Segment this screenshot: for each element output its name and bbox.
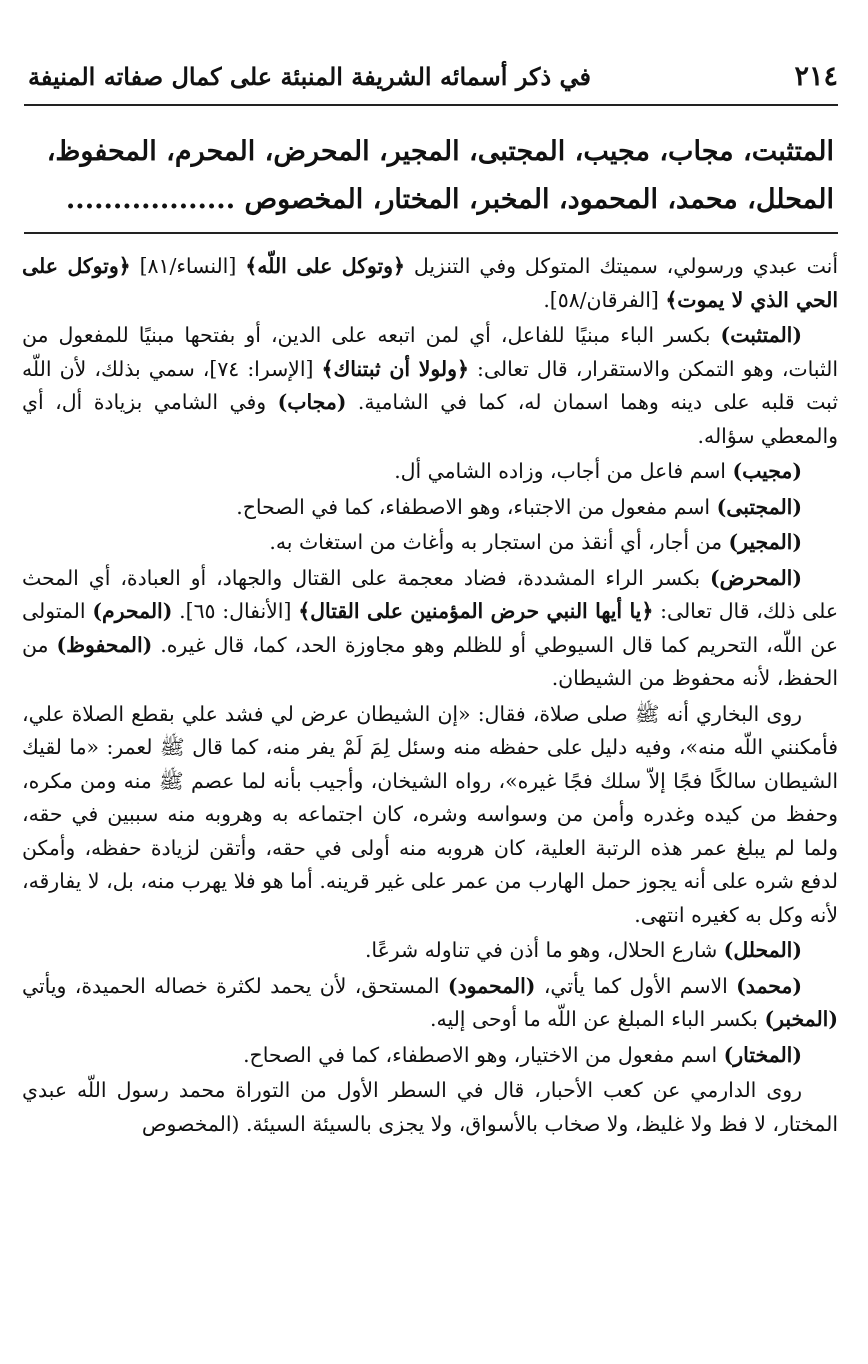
paragraph: (المحرض) بكسر الراء المشددة، فضاد معجمة على القتال والجهاد، أو العبادة، أي المحث على ذلك، قال تعالى: ﴿يا أيها النبي حرض المؤمنين على القتال﴾ [الأنفال: ٦٥]. (المحرم) المتولى عن اللّه، التحريم كما قال السيوطي أو للظلم وهو مجاوزة الحد، كما، قال غيره. (المحفوظ) من الحفظ، لأنه محفوظ من الشيطان. — [22, 565, 838, 690]
paragraph: (محمد) الاسم الأول كما يأتي، (المحمود) المستحق، لأن يحمد لكثرة خصاله الحميدة، ويأتي (المخبر) بكسر الباء المبلغ عن اللّه ما أوحى إليه. — [22, 973, 838, 1031]
paragraph: أنت عبدي ورسولي، سميتك المتوكل وفي التنزيل ﴿وتوكل على اللّه﴾ [النساء/٨١] ﴿وتوكل على الحي الذي لا يموت﴾ [الفرقان/٥٨]. — [22, 254, 838, 312]
paragraph: روى البخاري أنه ﷺ صلى صلاة، فقال: «إن الشيطان عرض لي فشد علي بقطع الصلاة علي، فأمكنني اللّه منه»، وفيه دليل على حفظه منه وسئل لِمَ لَمْ يفر منه، كما قال ﷺ لعمر: «ما لقيك الشيطان سالكًا فجًا إلاّ سلك فجًا غيره»، رواه الشيخان، وأجيب بأنه لما عصم ﷺ منه ومن مكره، وحفظ من كيده وغدره وأمن من وسواسه وشره، كان اجتماعه به وهروبه منه سببين في حقه، ولما لم يبلغ عمر هذه الرتبة العلية، كان هروبه منه أولى في حقه، وأتقن لزيادة حفظه، وأمكن لدفع شره على أنه يجوز حمل الهارب من عمر على غير قرينه. أما هو فلا يهرب منه، بل، لا يفارقه، لأنه وكل به كغيره انتهى. — [22, 701, 838, 927]
commentary-body — [22, 250, 838, 1344]
names-line-2: المحلل، محمد، المحمود، المخبر، المختار، المخصوص .................. — [65, 184, 834, 215]
paragraph: (المحلل) شارع الحلال، وهو ما أذن في تناوله شرعًا. — [364, 938, 802, 962]
paragraph: روى الدارمي عن كعب الأحبار، قال في السطر الأول من التوراة محمد رسول اللّه عبدي المختار، لا فظ ولا غليظ، ولا صخاب بالأسواق، ولا يجزى بالسيئة السيئة. (المخصوص — [22, 1078, 838, 1136]
page-number: ٢١٤ — [794, 60, 838, 92]
paragraph: (المختار) اسم مفعول من الاختيار، وهو الاصطفاء، كما في الصحاح. — [243, 1042, 802, 1067]
paragraph: (المتثبت) بكسر الباء مبنيًا للفاعل، أي لمن اتبعه على الدين، أو بفتحها مبنيًا للمفعول من الثبات، وهو التمكن والاستقرار، قال تعالى: ﴿ولولا أن ثبتناك﴾ [الإسرا: ٧٤]، سمي بذلك، لأن اللّه ثبت قلبه على دينه وهما اسمان له، كما في الشامية. (مجاب) وفي الشامي بزيادة أل، أي والمعطي سؤاله. — [22, 323, 838, 448]
names-rule — [24, 232, 838, 234]
page-header — [28, 56, 838, 96]
paragraph: (المجير) من أجار، أي أنقذ من استجار به وأغاث من استغاث به. — [269, 530, 802, 554]
paragraph: (المجتبى) اسم مفعول من الاجتباء، وهو الاصطفاء، كما في الصحاح. — [236, 494, 802, 519]
names-list — [24, 128, 834, 224]
paragraph: (مجيب) اسم فاعل من أجاب، وزاده الشامي أل. — [394, 459, 802, 483]
running-title: في ذكر أسمائه الشريفة المنبئة على كمال صفاته المنيفة — [28, 61, 592, 91]
header-rule — [24, 104, 838, 106]
names-line-1: المتثبت، مجاب، مجيب، المجتبى، المجير، المحرض، المحرم، المحفوظ، — [46, 136, 834, 167]
